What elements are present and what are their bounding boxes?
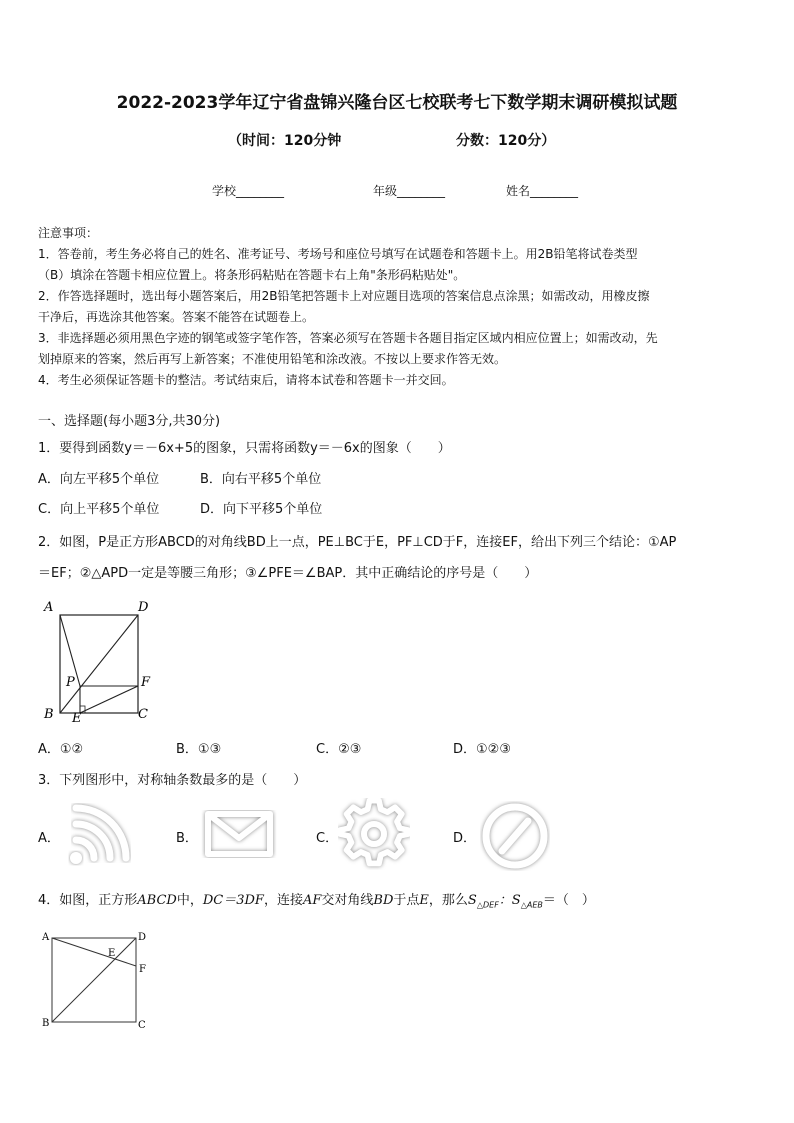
q4-point-e: E <box>419 893 429 908</box>
label-f: F <box>141 675 151 690</box>
label-a: A <box>44 600 54 615</box>
q4-stem-text: 4．如图，正方形 <box>38 893 138 908</box>
q4-square-figure <box>38 926 158 1036</box>
school-field: 学校________ <box>212 184 285 198</box>
label-a: A <box>42 932 50 943</box>
q4-stem-text: ＝（ ） <box>542 893 595 908</box>
q4-segment-af: AF <box>302 893 322 908</box>
notice-heading: 注意事项： <box>38 226 99 240</box>
q1-option-a: A．向左平移5个单位 <box>38 472 160 487</box>
q4-subscript: △DEF <box>476 900 499 910</box>
label-c: C <box>138 707 148 722</box>
q1-stem: 1．要得到函数y＝－6x+5的图象，只需将函数y＝－6x的图象（ ） <box>38 441 451 456</box>
notice-line: 划掉原来的答案，然后再写上新答案；不准使用铅笔和涂改液。不按以上要求作答无效。 <box>38 352 507 366</box>
grade-field: 年级________ <box>373 184 446 198</box>
q4-area-symbol: ：S <box>498 893 521 908</box>
label-p: P <box>66 675 75 690</box>
label-d: D <box>138 600 149 615</box>
gear-icon <box>338 798 410 870</box>
q4-equation: DC＝3DF <box>202 893 264 908</box>
notice-line: 干净后，再选涂其他答案。答案不能答在试题卷上。 <box>38 310 315 324</box>
q4-segment-bd: BD <box>373 893 394 908</box>
q2-option-b: B．①③ <box>176 742 222 757</box>
q3-option-d: D． <box>453 831 477 846</box>
page-title: 2022-2023学年辽宁省盘锦兴隆台区七校联考七下数学期末调研模拟试题 <box>116 93 678 113</box>
q2-option-c: C．②③ <box>316 742 362 757</box>
q2-stem-line2: ＝EF；②△APD一定是等腰三角形；③∠PFE＝∠BAP．其中正确结论的序号是（ ） <box>38 566 538 581</box>
q3-stem: 3．下列图形中，对称轴条数最多的是（ ） <box>38 773 307 788</box>
notice-line: 4．考生必须保证答题卡的整洁。考试结束后，请将本试卷和答题卡一并交回。 <box>38 373 454 387</box>
score-info: 分数：120分） <box>456 133 556 149</box>
section-heading: 一、选择题(每小题3分,共30分) <box>38 414 221 429</box>
q3-option-a: A． <box>38 831 60 846</box>
q1-option-b: B．向右平移5个单位 <box>200 472 322 487</box>
q2-option-a: A．①② <box>38 742 84 757</box>
q2-square-figure <box>38 596 158 726</box>
time-info: （时间：120分钟 <box>228 133 342 149</box>
wifi-icon <box>60 800 136 870</box>
envelope-icon <box>200 806 278 862</box>
q4-subscript: △AEB <box>520 900 543 910</box>
q4-stem-text: 交对角线 <box>321 893 374 908</box>
q2-stem-line1: 2．如图，P是正方形ABCD的对角线BD上一点，PE⊥BC于E，PF⊥CD于F，连接EF，给出下列三个结论：①AP <box>38 535 677 550</box>
q4-stem-text: ，那么 <box>428 893 468 908</box>
q4-stem <box>38 889 595 910</box>
q2-option-d: D．①②③ <box>453 742 511 757</box>
label-e: E <box>72 711 82 726</box>
q3-option-c: C． <box>316 831 339 846</box>
q4-stem-text: 于点 <box>393 893 420 908</box>
label-f: F <box>139 964 146 975</box>
q1-option-d: D．向下平移5个单位 <box>200 502 323 517</box>
notice-line: 3．非选择题必须用黑色字迹的钢笔或签字笔作答，答案必须写在答题卡各题目指定区域内相应位置上；如需改动，先 <box>38 331 658 345</box>
q4-stem-text: ，连接 <box>263 893 303 908</box>
label-c: C <box>138 1020 146 1031</box>
label-e: E <box>108 948 116 959</box>
q3-option-b: B． <box>176 831 198 846</box>
notice-line: （B）填涂在答题卡相应位置上。将条形码粘贴在答题卡右上角"条形码粘贴处"。 <box>38 268 466 282</box>
q4-square-name: ABCD <box>137 893 177 908</box>
label-b: B <box>42 1018 50 1029</box>
q1-option-c: C．向上平移5个单位 <box>38 502 160 517</box>
name-field: 姓名________ <box>506 184 579 198</box>
label-b: B <box>44 707 54 722</box>
notice-line: 1．答卷前，考生务必将自己的姓名、准考证号、考场号和座位号填写在试题卷和答题卡上。用2B铅笔将试卷类型 <box>38 247 638 261</box>
label-d: D <box>138 932 147 943</box>
notice-line: 2．作答选择题时，选出每小题答案后，用2B铅笔把答题卡上对应题目选项的答案信息点涂黑；如需改动，用橡皮擦 <box>38 289 650 303</box>
no-entry-icon <box>478 800 552 872</box>
q4-area-symbol: S <box>467 893 477 908</box>
q4-stem-text: 中， <box>176 893 203 908</box>
